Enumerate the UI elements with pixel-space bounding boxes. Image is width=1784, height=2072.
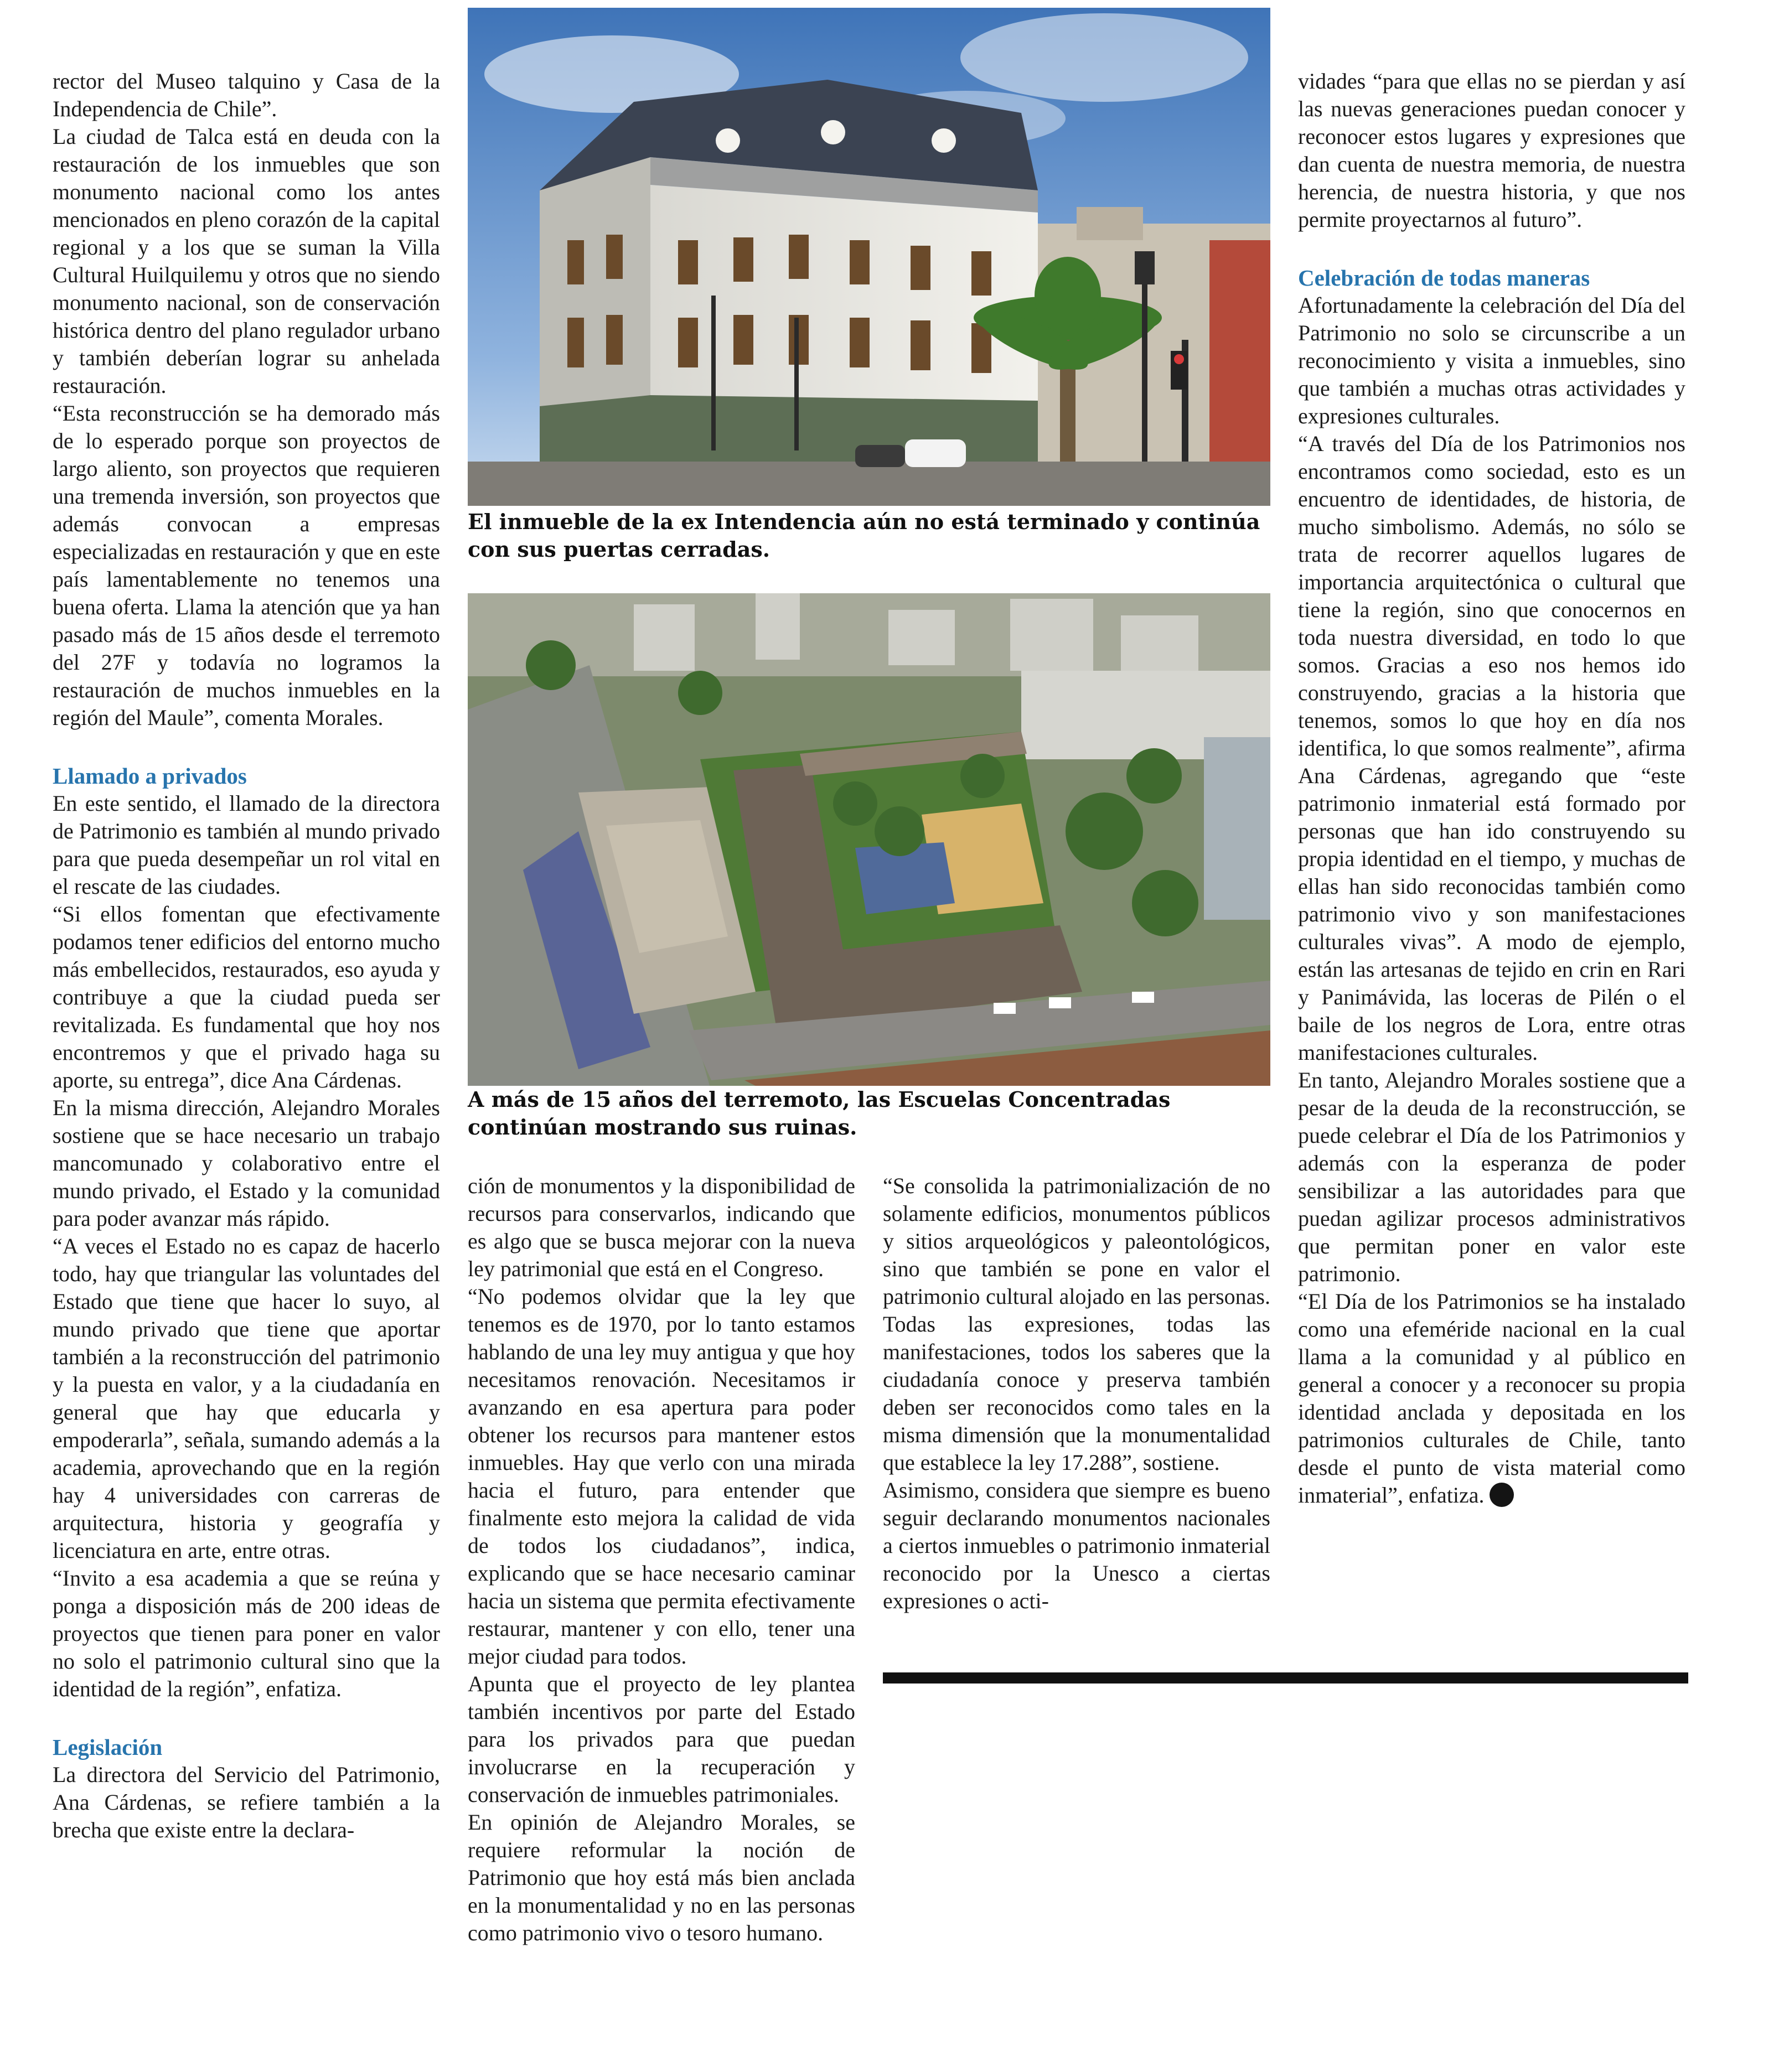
paragraph: En este sentido, el llamado de la directora de Patrimonio es también al mundo privado para que pueda desempeñar un rol vital en el rescate de las ciudades. xyxy=(53,791,440,899)
closing-paragraph-text: “El Día de los Patrimonios se ha instalado como una efeméride nacional en la cual llama a la comunidad y al público en general a conocer y a reconocer su propia identidad anclada y depositada en los patrimonios culturales de Chile, tanto desde el punto de vista material como inmaterial”, enfatiza. xyxy=(1298,1289,1685,1508)
paragraph: “Si ellos fomentan que efectivamente podamos tener edificios del entorno mucho más embellecidos, restaurados, eso ayuda y contribuye a que la ciudad pueda ser revitalizada. Es fundamental que hoy nos encontremos y que el privado haga su aporte, su entrega”, dice Ana Cárdenas. xyxy=(53,902,440,1092)
paragraph: vidades “para que ellas no se pierdan y así las nuevas generaciones puedan conocer y reconocer estos lugares y expresiones que dan cuenta de nuestra memoria, de nuestra herencia, de nuestra historia, y que nos permite proyectarnos al futuro”. xyxy=(1298,69,1685,232)
paragraph: ción de monumentos y la disponibilidad de recursos para conservarlos, indicando que es algo que se busca mejorar con la nueva ley patrimonial que está en el Congreso. xyxy=(468,1173,855,1281)
building-photo xyxy=(468,8,1270,506)
article-column-1 xyxy=(53,68,440,1844)
paragraph: “A veces el Estado no es capaz de hacerlo todo, hay que triangular las voluntades del Estado que tiene que hacer lo suyo, al mundo privado que tiene que aportar también a la reconstrucción del patrimonio y la puesta en valor, y a la ciudadanía en general que hay que educarla y empoderarla”, señala, sumando además a la academia, aprovechando que en la región hay 4 universidades con carreras de arquitectura, historia y geografía y licenciatura en arte, entre otras. xyxy=(53,1234,440,1563)
photo-caption: A más de 15 años del terremoto, las Escuelas Concentradas continúan mostrando sus ruinas. xyxy=(468,1087,1171,1139)
paragraph: Asimismo, considera que siempre es bueno seguir declarando monumentos nacionales a ciertos inmuebles o patrimonio inmaterial reconocido por la Unesco a ciertas expresiones o acti- xyxy=(883,1478,1270,1613)
paragraph: En opinión de Alejandro Morales, se requiere reformular la noción de Patrimonio que hoy está más bien anclada en la monumentalidad y no en las personas como patrimonio vivo o tesoro humano. xyxy=(468,1810,855,1945)
paragraph: “Invito a esa academia a que se reúna y ponga a disposición más de 200 ideas de proyectos que tienen para poner en valor no solo el patrimonio cultural sino que la identidad de la región”, enfatiza. xyxy=(53,1566,440,1701)
section-heading: Legislación xyxy=(53,1734,163,1760)
section-heading: Celebración de todas maneras xyxy=(1298,265,1590,291)
article-column-3 xyxy=(883,1172,1270,1615)
paragraph: “A través del Día de los Patrimonios nos encontramos como sociedad, esto es un encuentro de identidades, de historia, de mucho simbolismo. Además, no sólo se trata de recorrer aquellos lugares de importancia arquitectónica o cultural que tiene la región, sino que conocernos en toda nuestra diversidad, en todo lo que somos. Gracias a eso nos hemos ido construyendo, gracias a la historia que tenemos, somos lo que hoy en día nos identifica, lo que somos realmente”, afirma Ana Cárdenas, agregando que “este patrimonio inmaterial está formado por personas que han ido construyendo su propia identidad en el tiempo, y muchas de ellas han sido reconocidas también como patrimonio vivo y son manifestaciones culturales vivas”. A modo de ejemplo, están las artesanas de tejido en crin en Rari y Panimávida, las loceras de Pilén o el baile de los negros de Lora, entre otras manifestaciones culturales. xyxy=(1298,431,1685,1065)
paragraph: La ciudad de Talca está en deuda con la restauración de los inmuebles que son monumento nacional como los antes mencionados en pleno corazón de la capital regional y a los que se suman la Villa Cultural Huilquilemu y otros que no siendo monumento nacional, son de conservación histórica dentro del plano regulador urbano y también deberían lograr su anhelada restauración. xyxy=(53,124,440,398)
paragraph: “Esta reconstrucción se ha demorado más de lo esperado porque son proyectos de largo aliento, son proyectos que requieren una tremenda inversión, son proyectos que además convocan a empresas especializadas en restauración y que en este país lamentablemente no tenemos una buena oferta. Llama la atención que ya han pasado más de 15 años desde el terremoto del 27F y todavía no logramos la restauración de muchos inmuebles en la región del Maule”, comenta Morales. xyxy=(53,401,440,730)
section-divider-rule xyxy=(883,1672,1688,1684)
paragraph xyxy=(1298,1288,1685,1509)
paragraph: En la misma dirección, Alejandro Morales sostiene que se hace necesario un trabajo mancomunado y colaborativo entre el mundo privado, el Estado y la comunidad para poder avanzar más rápido. xyxy=(53,1095,440,1231)
paragraph: En tanto, Alejandro Morales sostiene que a pesar de la deuda de la reconstrucción, se puede celebrar el Día de los Patrimonios y además con la esperanza de poder sensibilizar a las autoridades para que puedan agilizar procesos administrativos que permitan poner en valor este patrimonio. xyxy=(1298,1068,1685,1286)
article-column-4 xyxy=(1298,68,1685,1509)
paragraph: “No podemos olvidar que la ley que tenemos es de 1970, por lo tanto estamos hablando de una ley muy antigua y que hoy necesitamos renovación. Necesitamos ir avanzando en esa apertura para poder obtener los recursos para mantener estos inmuebles. Hay que verlo con una mirada hacia el futuro, para entender que finalmente esto mejora la calidad de vida de todos los ciudadanos”, indica, explicando que se hace necesario caminar hacia un sistema que permita efectivamente restaurar, mantener y con ello, tener una mejor ciudad para todos. xyxy=(468,1284,855,1669)
photo-escuelas-concentradas xyxy=(468,593,1270,1086)
section-heading: Llamado a privados xyxy=(53,763,247,789)
paragraph: Apunta que el proyecto de ley plantea también incentivos por parte del Estado para los privados para que puedan involucrarse en la recuperación y conservación de inmuebles patrimoniales. xyxy=(468,1671,855,1807)
paragraph: La directora del Servicio del Patrimonio, Ana Cárdenas, se refiere también a la brecha que existe entre la declara- xyxy=(53,1762,440,1842)
photo-ex-intendencia xyxy=(468,8,1270,506)
paragraph: rector del Museo talquino y Casa de la Independencia de Chile”. xyxy=(53,69,440,121)
end-of-article-icon xyxy=(1490,1483,1514,1507)
paragraph: Afortunadamente la celebración del Día del Patrimonio no solo se circunscribe a un reconocimiento y visita a inmuebles, sino que también a muchas otras actividades y expresiones culturales. xyxy=(1298,293,1685,428)
aerial-photo xyxy=(468,593,1270,1086)
article-column-2 xyxy=(468,1172,855,1947)
photo-caption: El inmueble de la ex Intendencia aún no está terminado y continúa con sus puertas cerradas. xyxy=(468,509,1260,562)
paragraph: “Se consolida la patrimonialización de no solamente edificios, monumentos públicos y sitios arqueológicos y paleontológicos, sino que también se pone en valor el patrimonio cultural alojado en las personas. Todas las expresiones, todas las manifestaciones, todos los saberes que la ciudadanía conoce y preserva también deben ser reconocidos como tales en la misma dimensión que la monumentalidad que establece la ley 17.288”, sostiene. xyxy=(883,1173,1270,1475)
